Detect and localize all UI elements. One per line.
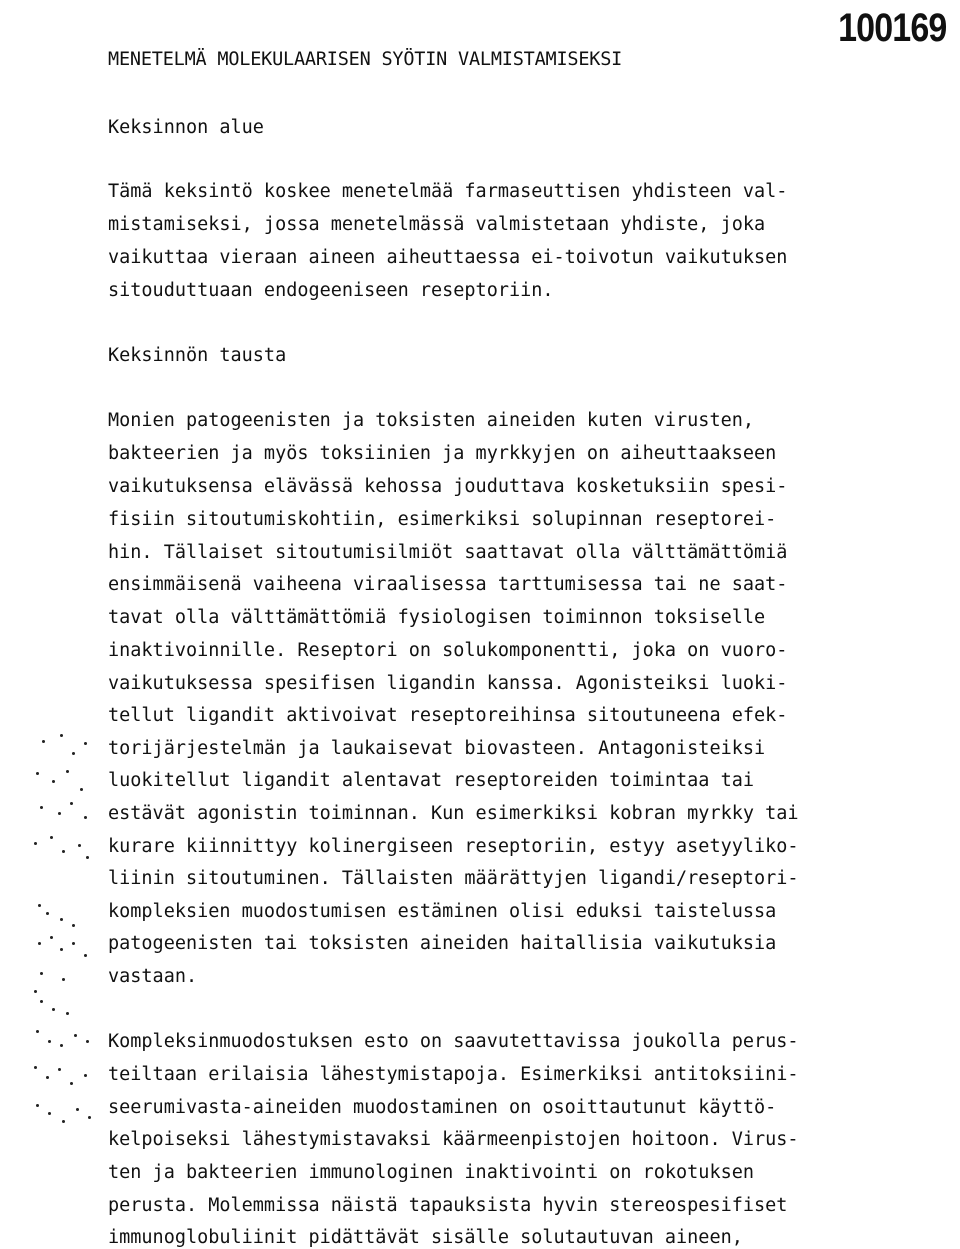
margin-dot [34,990,37,993]
margin-dot [72,752,75,755]
section-heading: Keksinnon alue [108,117,264,138]
margin-dot [60,1044,63,1047]
margin-dot [88,1116,91,1119]
margin-dot [84,1074,87,1077]
page-number: 100169 [837,6,946,50]
margin-dot [42,740,45,743]
text-line: ten ja bakteerien immunologinen inaktivointi on rokotuksen [108,1162,755,1183]
margin-dot [62,978,65,981]
margin-dot [34,842,37,845]
margin-change-marks [0,0,100,1248]
margin-dot [84,954,87,957]
margin-dot [52,780,55,783]
margin-dot [60,918,63,921]
text-line: inaktivoinnille. Reseptori on solukomponentti, joka on vuoro- [108,640,788,661]
margin-dot [84,816,87,819]
margin-dot [72,942,75,945]
document-title: MENETELMÄ MOLEKULAARISEN SYÖTIN VALMISTAMISEKSI [108,49,623,70]
text-line: hin. Tällaiset sitoutumisilmiöt saattavat olla välttämättömiä [108,542,788,563]
margin-dot [60,734,63,737]
text-line: immunoglobuliinit pidättävät sisälle solutautuvan aineen, [108,1227,743,1248]
margin-dot [36,772,39,775]
margin-dot [70,1082,73,1085]
text-line: vaikutuksessa spesifisen ligandin kanssa. Agonisteiksi luoki- [108,673,788,694]
text-line: vastaan. [108,966,198,987]
margin-dot [58,812,61,815]
margin-dot [34,1066,37,1069]
margin-dot [62,850,65,853]
text-line: tavat olla välttämättömiä fysiologisen toiminnon toksiselle [108,607,766,628]
margin-dot [46,1076,49,1079]
text-line: Tämä keksintö koskee menetelmää farmaseuttisen yhdisteen val- [108,181,788,202]
margin-dot [62,1120,65,1123]
margin-dot [48,1040,51,1043]
text-line: kurare kiinnittyy kolinergiseen reseptoriin, estyy asetyyliko- [108,836,799,857]
text-line: mistamiseksi, jossa menetelmässä valmistetaan yhdiste, joka [108,214,766,235]
margin-dot [40,806,43,809]
text-line: estävät agonistin toiminnan. Kun esimerkiksi kobran myrkky tai [108,803,799,824]
text-line: teiltaan erilaisia lähestymistapoja. Esimerkiksi antitoksiini- [108,1064,799,1085]
text-line: Kompleksinmuodostuksen esto on saavutettavissa joukolla perus- [108,1031,799,1052]
margin-dot [38,904,41,907]
margin-dot [36,1030,39,1033]
margin-dot [74,1034,77,1037]
margin-dot [50,836,53,839]
text-line: perusta. Molemmissa näistä tapauksista hyvin stereospesifiset [108,1195,788,1216]
margin-dot [36,1104,39,1107]
text-line: fisiin sitoutumiskohtiin, esimerkiksi solupinnan reseptorei- [108,509,777,530]
text-line: patogeenisten tai toksisten aineiden haitallisia vaikutuksia [108,933,777,954]
margin-dot [50,936,53,939]
margin-dot [60,948,63,951]
margin-dot [76,1108,79,1111]
section-heading: Keksinnön tausta [108,345,287,366]
margin-dot [66,1012,69,1015]
margin-dot [48,1112,51,1115]
text-line: sitouduttuaan endogeeniseen reseptoriin. [108,280,554,301]
margin-dot [46,912,49,915]
text-line: tellut ligandit aktivoivat reseptoreihinsa sitoutuneena efek- [108,705,788,726]
margin-dot [70,802,73,805]
text-line: vaikuttaa vieraan aineen aiheuttaessa ei-toivotun vaikutuksen [108,247,788,268]
text-line: ensimmäisenä vaiheena viraalisessa tarttumisessa tai ne saat- [108,574,788,595]
text-line: kompleksien muodostumisen estäminen olisi eduksi taistelussa [108,901,777,922]
text-line: kelpoiseksi lähestymistavaksi käärmeenpistojen hoitoon. Virus- [108,1129,799,1150]
margin-dot [86,856,89,859]
margin-dot [38,942,41,945]
text-line: vaikutuksensa elävässä kehossa jouduttava kosketuksiin spesi- [108,476,788,497]
text-line: luokitellut ligandit alentavat reseptoreiden toimintaa tai [108,770,755,791]
text-line: seerumivasta-aineiden muodostaminen on osoittautunut käyttö- [108,1097,777,1118]
text-line: torijärjestelmän ja laukaisevat biovasteen. Antagonisteiksi [108,738,766,759]
margin-dot [80,788,83,791]
margin-dot [86,1040,89,1043]
text-line: Monien patogeenisten ja toksisten aineiden kuten virusten, [108,410,755,431]
margin-dot [40,1000,43,1003]
margin-dot [58,1068,61,1071]
margin-dot [66,770,69,773]
margin-dot [84,742,87,745]
margin-dot [40,972,43,975]
text-line: liinin sitoutuminen. Tällaisten määrättyjen ligandi/reseptori- [108,868,799,889]
text-line: bakteerien ja myös toksiinien ja myrkkyjen on aiheuttaakseen [108,443,777,464]
margin-dot [52,1008,55,1011]
margin-dot [78,844,81,847]
margin-dot [72,924,75,927]
